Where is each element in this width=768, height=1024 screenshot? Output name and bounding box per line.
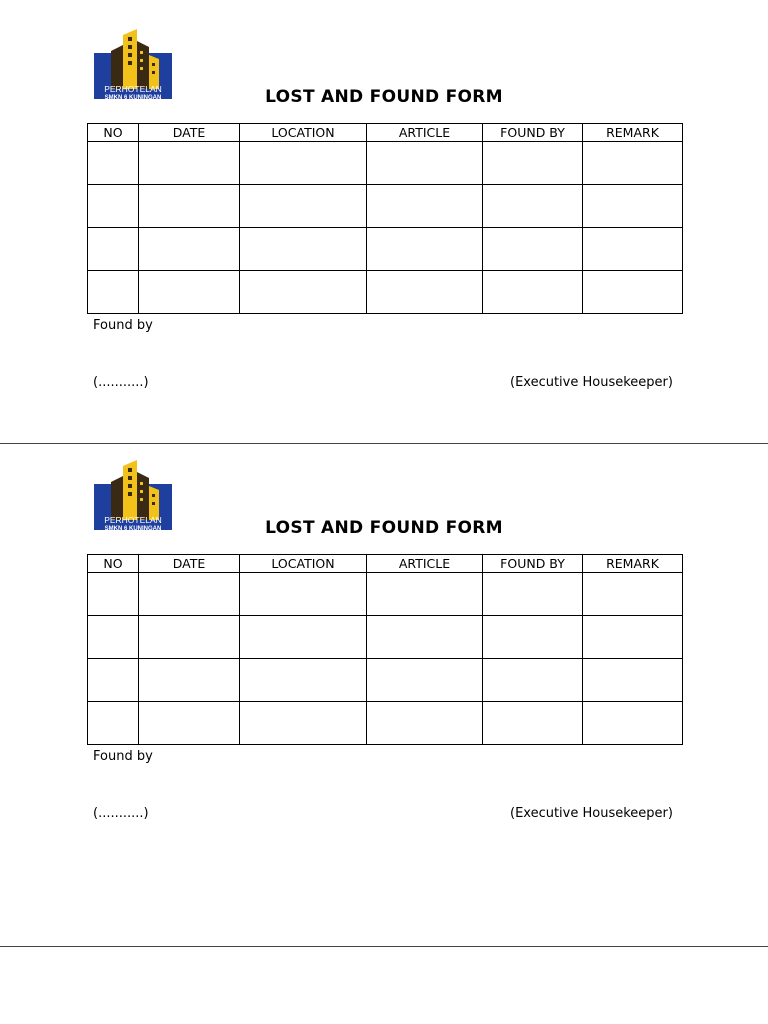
table-cell[interactable] bbox=[240, 271, 367, 314]
column-header-location: LOCATION bbox=[240, 124, 367, 142]
table-row bbox=[88, 228, 683, 271]
signature-executive-housekeeper: (Executive Housekeeper) bbox=[510, 806, 673, 821]
table-row bbox=[88, 659, 683, 702]
table-cell[interactable] bbox=[483, 228, 583, 271]
table-cell[interactable] bbox=[88, 659, 139, 702]
table-cell[interactable] bbox=[583, 702, 683, 745]
table-cell[interactable] bbox=[367, 659, 483, 702]
lost-found-table bbox=[87, 554, 683, 745]
table-cell[interactable] bbox=[139, 616, 240, 659]
table-cell[interactable] bbox=[483, 573, 583, 616]
lost-found-form-1 bbox=[0, 0, 768, 444]
column-header-remark: REMARK bbox=[583, 555, 683, 573]
table-cell[interactable] bbox=[583, 573, 683, 616]
table-cell[interactable] bbox=[139, 142, 240, 185]
table-cell[interactable] bbox=[483, 659, 583, 702]
table-cell[interactable] bbox=[88, 616, 139, 659]
table-cell[interactable] bbox=[88, 573, 139, 616]
table-cell[interactable] bbox=[139, 573, 240, 616]
table-cell[interactable] bbox=[483, 142, 583, 185]
table-row bbox=[88, 185, 683, 228]
table-cell[interactable] bbox=[583, 185, 683, 228]
table-cell[interactable] bbox=[240, 228, 367, 271]
table-cell[interactable] bbox=[240, 659, 367, 702]
table-cell[interactable] bbox=[139, 228, 240, 271]
table-cell[interactable] bbox=[583, 659, 683, 702]
logo-text-line2: SMKN 6 KUNINGAN bbox=[104, 526, 162, 532]
table-cell[interactable] bbox=[88, 702, 139, 745]
signature-executive-housekeeper: (Executive Housekeeper) bbox=[510, 375, 673, 390]
column-header-no: NO bbox=[88, 555, 139, 573]
table-cell[interactable] bbox=[240, 142, 367, 185]
table-cell[interactable] bbox=[88, 271, 139, 314]
table-cell[interactable] bbox=[367, 271, 483, 314]
table-cell[interactable] bbox=[139, 659, 240, 702]
table-cell[interactable] bbox=[139, 702, 240, 745]
column-header-article: ARTICLE bbox=[367, 124, 483, 142]
column-header-found-by: FOUND BY bbox=[483, 555, 583, 573]
table-cell[interactable] bbox=[367, 142, 483, 185]
signature-left: (...........) bbox=[93, 375, 149, 390]
lost-found-table bbox=[87, 123, 683, 314]
table-row bbox=[88, 702, 683, 745]
form-title: LOST AND FOUND FORM bbox=[265, 87, 503, 107]
table-cell[interactable] bbox=[583, 142, 683, 185]
table-cell[interactable] bbox=[483, 702, 583, 745]
column-header-location: LOCATION bbox=[240, 555, 367, 573]
logo-text-line2: SMKN 6 KUNINGAN bbox=[104, 95, 162, 101]
table-cell[interactable] bbox=[240, 616, 367, 659]
table-cell[interactable] bbox=[583, 271, 683, 314]
table-cell[interactable] bbox=[139, 271, 240, 314]
table-row bbox=[88, 271, 683, 314]
table-cell[interactable] bbox=[240, 185, 367, 228]
found-by-label: Found by bbox=[93, 749, 153, 764]
table-cell[interactable] bbox=[483, 185, 583, 228]
table-header-row bbox=[88, 555, 683, 573]
table-row bbox=[88, 616, 683, 659]
column-header-date: DATE bbox=[139, 124, 240, 142]
table-cell[interactable] bbox=[139, 185, 240, 228]
column-header-article: ARTICLE bbox=[367, 555, 483, 573]
form-title: LOST AND FOUND FORM bbox=[265, 518, 503, 538]
table-cell[interactable] bbox=[583, 616, 683, 659]
column-header-found-by: FOUND BY bbox=[483, 124, 583, 142]
table-cell[interactable] bbox=[483, 271, 583, 314]
table-cell[interactable] bbox=[240, 702, 367, 745]
logo-text-line1: PERHOTELAN bbox=[104, 515, 162, 525]
table-header-row bbox=[88, 124, 683, 142]
lost-found-form-2 bbox=[0, 431, 768, 951]
logo-text-line1: PERHOTELAN bbox=[104, 84, 162, 94]
column-header-no: NO bbox=[88, 124, 139, 142]
table-cell[interactable] bbox=[367, 702, 483, 745]
table-cell[interactable] bbox=[367, 185, 483, 228]
table-row bbox=[88, 573, 683, 616]
cut-line-divider bbox=[0, 946, 768, 947]
found-by-label: Found by bbox=[93, 318, 153, 333]
column-header-date: DATE bbox=[139, 555, 240, 573]
table-cell[interactable] bbox=[240, 573, 367, 616]
table-cell[interactable] bbox=[88, 185, 139, 228]
table-cell[interactable] bbox=[88, 142, 139, 185]
table-row bbox=[88, 142, 683, 185]
table-cell[interactable] bbox=[367, 616, 483, 659]
table-cell[interactable] bbox=[367, 228, 483, 271]
table-cell[interactable] bbox=[583, 228, 683, 271]
table-cell[interactable] bbox=[88, 228, 139, 271]
table-cell[interactable] bbox=[367, 573, 483, 616]
signature-left: (...........) bbox=[93, 806, 149, 821]
table-cell[interactable] bbox=[483, 616, 583, 659]
column-header-remark: REMARK bbox=[583, 124, 683, 142]
